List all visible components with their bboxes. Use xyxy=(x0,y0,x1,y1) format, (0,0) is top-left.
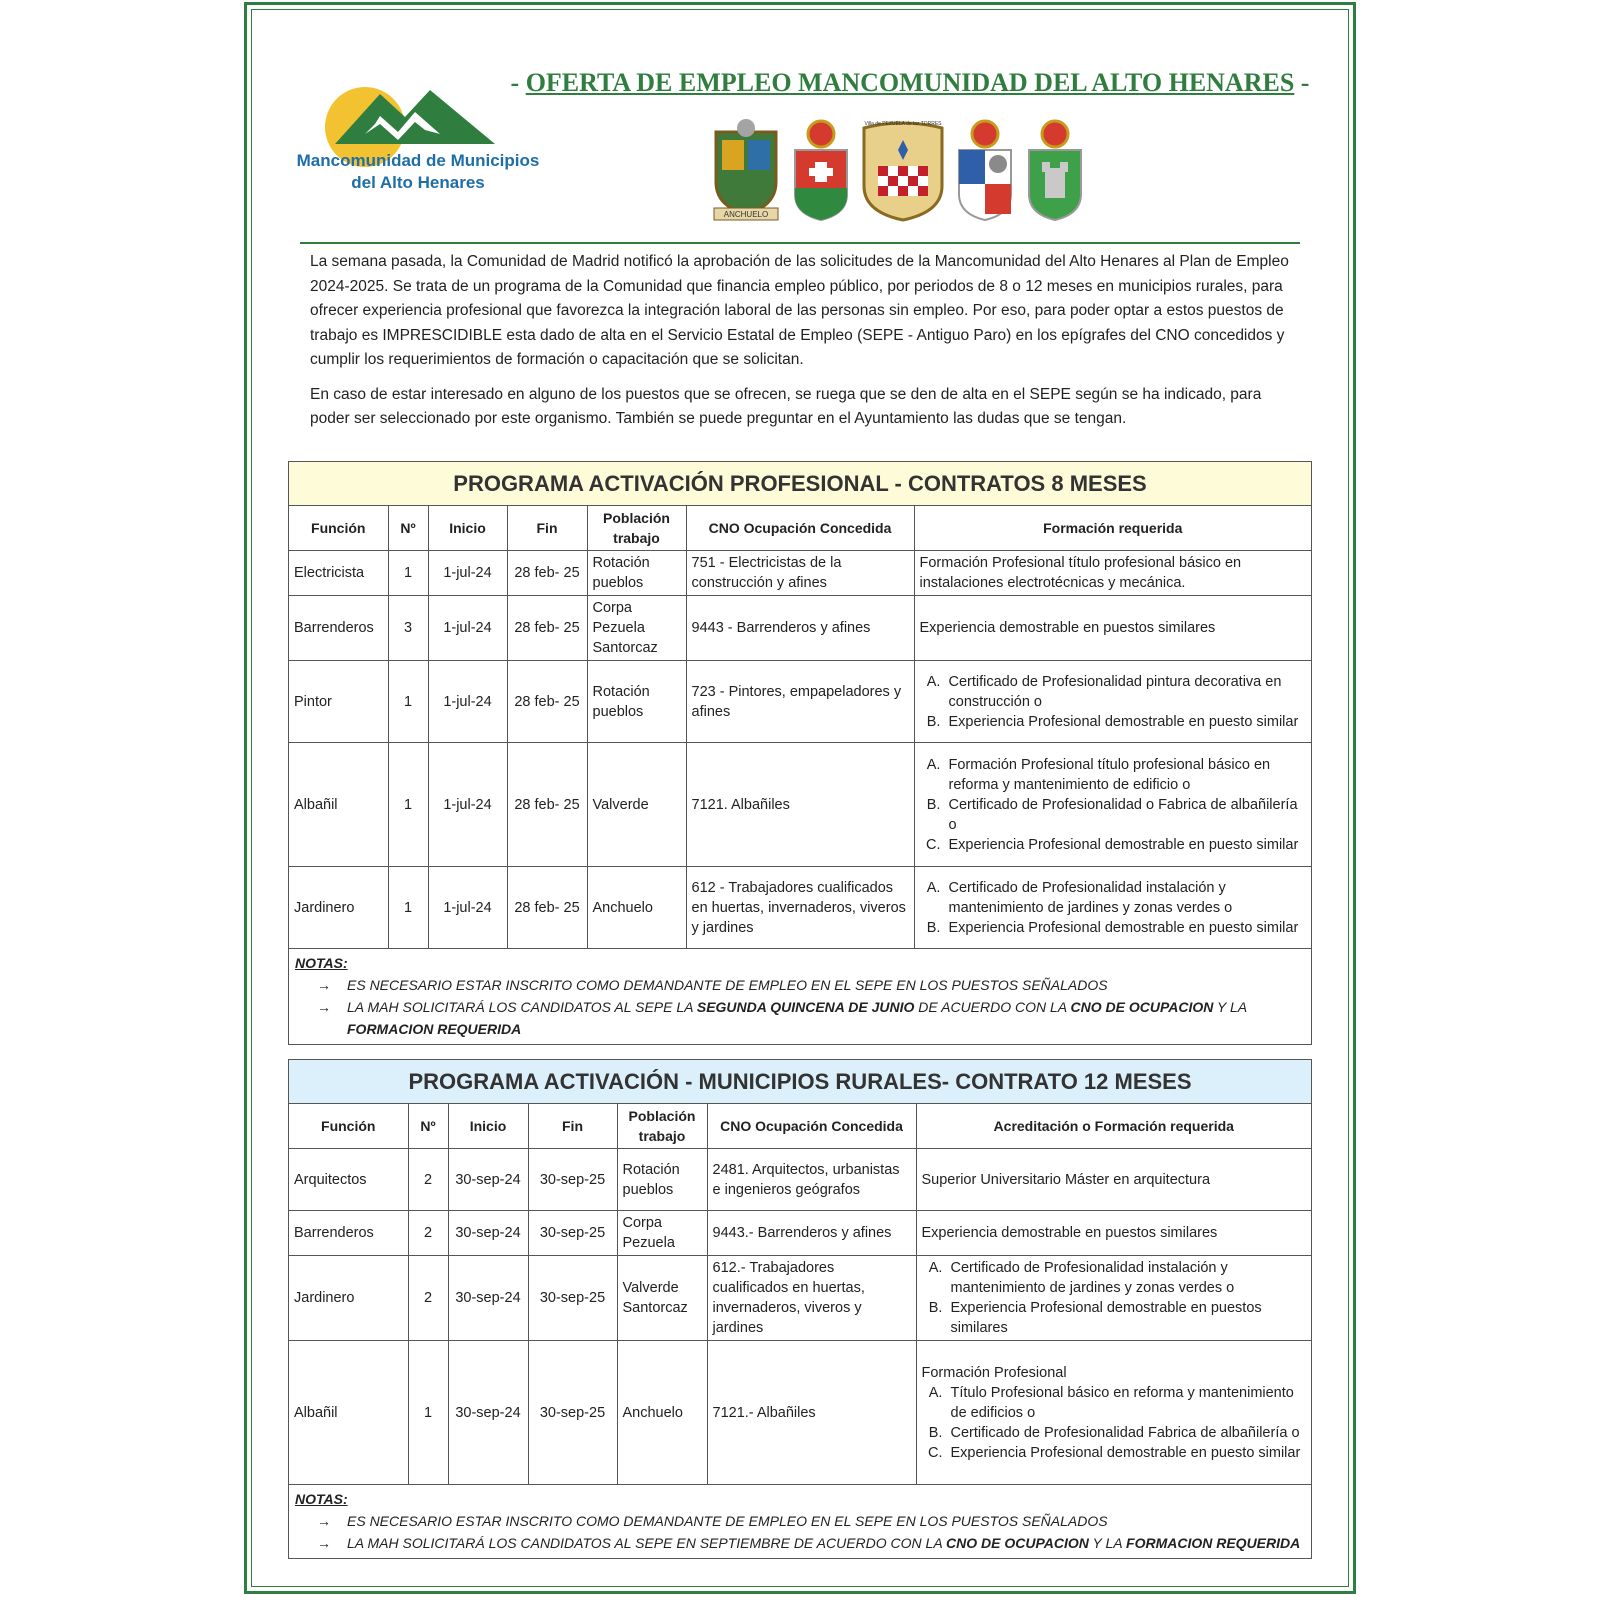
cell-numero: 2 xyxy=(408,1149,448,1211)
cell-formacion xyxy=(916,1256,1311,1341)
page-title xyxy=(500,68,1320,98)
col-cno: CNO Ocupación Concedida xyxy=(686,506,914,551)
cell-poblacion: Rotación pueblos xyxy=(617,1149,707,1211)
list-item: A. Certificado de Profesionalidad pintura decorativa en construcción o xyxy=(945,672,1307,712)
note-line xyxy=(295,974,1305,996)
cell-fin: 30-sep-25 xyxy=(528,1256,617,1341)
cell-inicio: 1-jul-24 xyxy=(428,743,507,867)
table-row xyxy=(289,743,1311,867)
note-emphasis: CNO DE OCUPACION xyxy=(1070,999,1214,1015)
table-row xyxy=(289,551,1311,596)
cell-fin: 28 feb- 25 xyxy=(507,596,587,661)
note-text: ES NECESARIO ESTAR INSCRITO COMO DEMANDANTE DE EMPLEO EN EL SEPE EN LOS PUESTOS SEÑALADOS xyxy=(347,977,1108,993)
cell-numero: 1 xyxy=(388,551,428,596)
program-1-notes xyxy=(289,949,1311,1044)
cell-poblacion: Anchuelo xyxy=(617,1341,707,1485)
intro-paragraph-1: La semana pasada, la Comunidad de Madrid notificó la aprobación de las solicitudes de la Mancomunidad del Alto Henares al Plan de Empleo 2024-2025. Se trata de un programa de la Comunidad que financia empleo público, por periodos de 8 o 12 meses en municipios rurales, para ofrecer experiencia profesional que favorezca la integración laboral de las personas sin empleo. Por eso, para poder optar a estos puestos de trabajo es IMPRESCIDIBLE esta dado de alta en el Servicio Estatal de Empleo (SEPE - Antiguo Paro) en los epígrafes del CNO concedidos y cumplir los requerimientos de formación o capacitación que se solicitan. xyxy=(310,253,1289,368)
cell-inicio: 30-sep-24 xyxy=(448,1341,528,1485)
arrow-icon: → xyxy=(317,1535,331,1551)
program-2-title: PROGRAMA ACTIVACIÓN - MUNICIPIOS RURALES- CONTRATO 12 MESES xyxy=(289,1060,1311,1104)
cell-inicio: 1-jul-24 xyxy=(428,867,507,949)
list-item: A. Certificado de Profesionalidad instalación y mantenimiento de jardines y zonas verdes o xyxy=(947,1258,1307,1298)
cell-formacion: Experiencia demostrable en puestos similares xyxy=(914,596,1311,661)
col-funcion: Función xyxy=(289,506,388,551)
col-cno: CNO Ocupación Concedida xyxy=(707,1104,916,1149)
corpa-shield-icon xyxy=(790,118,852,222)
list-item: B. Certificado de Profesionalidad Fabrica de albañilería o xyxy=(947,1423,1307,1443)
arrow-icon: → xyxy=(317,977,331,993)
list-item: A. Formación Profesional título profesional básico en reforma y mantenimiento de edificio o xyxy=(945,755,1307,795)
note-emphasis: FORMACION REQUERIDA xyxy=(1126,1535,1301,1551)
col-fin: Fin xyxy=(528,1104,617,1149)
cell-cno: 723 - Pintores, empapeladores y afines xyxy=(686,661,914,743)
cell-cno: 751 - Electricistas de la construcción y afines xyxy=(686,551,914,596)
cell-cno: 7121.- Albañiles xyxy=(707,1341,916,1485)
table-row xyxy=(289,596,1311,661)
list-item: A. Título Profesional básico en reforma y mantenimiento de edificios o xyxy=(947,1383,1307,1423)
col-numero: Nº xyxy=(388,506,428,551)
cell-formacion: Superior Universitario Máster en arquitectura xyxy=(916,1149,1311,1211)
list-item: C. Experiencia Profesional demostrable en puesto similar xyxy=(945,835,1307,855)
note-emphasis: CNO DE OCUPACION xyxy=(946,1535,1089,1551)
anchuelo-shield-icon xyxy=(710,118,782,222)
cell-inicio: 1-jul-24 xyxy=(428,596,507,661)
table-row xyxy=(289,1256,1311,1341)
anchuelo-label: ANCHUELO xyxy=(723,210,769,219)
col-poblacion: Población trabajo xyxy=(617,1104,707,1149)
cell-poblacion: Anchuelo xyxy=(587,867,686,949)
cell-inicio: 30-sep-24 xyxy=(448,1149,528,1211)
cell-poblacion: Valverde xyxy=(587,743,686,867)
cell-numero: 2 xyxy=(408,1211,448,1256)
table-header-row xyxy=(289,506,1311,551)
note-text-part: LA MAH SOLICITARÁ LOS CANDIDATOS AL SEPE LA xyxy=(347,999,697,1015)
arrow-icon: → xyxy=(317,1513,331,1529)
pezuela-shield-icon xyxy=(860,118,946,222)
note-line xyxy=(295,1510,1305,1532)
cell-funcion: Jardinero xyxy=(289,867,388,949)
arrow-icon: → xyxy=(317,999,331,1015)
cell-numero: 3 xyxy=(388,596,428,661)
notes-title: NOTAS: xyxy=(295,1491,348,1507)
intro-paragraph-2: En caso de estar interesado en alguno de los puestos que se ofrecen, se ruega que se den de alta en el SEPE según se ha indicado, para poder ser seleccionado por este organismo. También se puede preguntar en el Ayuntamiento las dudas que se tengan. xyxy=(310,385,1262,427)
list-item: B. Experiencia Profesional demostrable en puestos similares xyxy=(947,1298,1307,1338)
program-2-table xyxy=(288,1059,1312,1559)
intro-text xyxy=(310,250,1295,442)
formacion-list xyxy=(922,1258,1307,1338)
list-item: B. Experiencia Profesional demostrable en puesto similar xyxy=(945,918,1307,938)
cell-fin: 30-sep-25 xyxy=(528,1211,617,1256)
cell-numero: 1 xyxy=(388,867,428,949)
list-item: B. Experiencia Profesional demostrable en puesto similar xyxy=(945,712,1307,732)
col-funcion: Función xyxy=(289,1104,408,1149)
table-row xyxy=(289,661,1311,743)
cell-funcion: Albañil xyxy=(289,1341,408,1485)
cell-funcion: Pintor xyxy=(289,661,388,743)
formacion-list xyxy=(920,755,1307,855)
cell-poblacion: Corpa Pezuela Santorcaz xyxy=(587,596,686,661)
cell-inicio: 30-sep-24 xyxy=(448,1256,528,1341)
cell-formacion xyxy=(914,867,1311,949)
logo-line1: Mancomunidad de Municipios xyxy=(296,151,540,170)
cell-funcion: Albañil xyxy=(289,743,388,867)
table-row xyxy=(289,867,1311,949)
program-1-title: PROGRAMA ACTIVACIÓN PROFESIONAL - CONTRATOS 8 MESES xyxy=(289,462,1311,506)
cell-fin: 28 feb- 25 xyxy=(507,867,587,949)
cell-funcion: Barrenderos xyxy=(289,596,388,661)
program-2-grid xyxy=(289,1104,1311,1485)
cell-fin: 28 feb- 25 xyxy=(507,661,587,743)
col-fin: Fin xyxy=(507,506,587,551)
cell-cno: 2481. Arquitectos, urbanistas e ingenieros geógrafos xyxy=(707,1149,916,1211)
list-item: B. Certificado de Profesionalidad o Fabrica de albañilería o xyxy=(945,795,1307,835)
cell-poblacion: Rotación pueblos xyxy=(587,551,686,596)
formacion-heading: Formación Profesional xyxy=(921,1364,1067,1381)
col-poblacion: Población trabajo xyxy=(587,506,686,551)
cell-numero: 1 xyxy=(408,1341,448,1485)
cell-cno: 612 - Trabajadores cualificados en huertas, invernaderos, viveros y jardines xyxy=(686,867,914,949)
cell-cno: 612.- Trabajadores cualificados en huertas, invernaderos, viveros y jardines xyxy=(707,1256,916,1341)
note-text: ES NECESARIO ESTAR INSCRITO COMO DEMANDANTE DE EMPLEO EN EL SEPE EN LOS PUESTOS SEÑALADOS xyxy=(347,1513,1108,1529)
col-formacion: Formación requerida xyxy=(914,506,1311,551)
title-suffix: - xyxy=(1294,68,1310,97)
cell-poblacion: Rotación pueblos xyxy=(587,661,686,743)
note-line xyxy=(295,996,1305,1040)
header-divider xyxy=(300,242,1300,244)
note-text-part: Y LA xyxy=(1213,999,1247,1015)
cell-numero: 1 xyxy=(388,743,428,867)
cell-fin: 30-sep-25 xyxy=(528,1341,617,1485)
cell-fin: 28 feb- 25 xyxy=(507,743,587,867)
valverde-shield-icon xyxy=(1024,118,1086,222)
formacion-list xyxy=(920,672,1307,732)
title-prefix: - xyxy=(510,68,526,97)
cell-poblacion: Valverde Santorcaz xyxy=(617,1256,707,1341)
cell-poblacion: Corpa Pezuela xyxy=(617,1211,707,1256)
list-item: A. Certificado de Profesionalidad instalación y mantenimiento de jardines y zonas verdes o xyxy=(945,878,1307,918)
cell-inicio: 1-jul-24 xyxy=(428,661,507,743)
cell-funcion: Jardinero xyxy=(289,1256,408,1341)
table-row xyxy=(289,1149,1311,1211)
cell-formacion xyxy=(914,743,1311,867)
note-text-part: LA MAH SOLICITARÁ LOS CANDIDATOS AL SEPE EN SEPTIEMBRE DE ACUERDO CON LA xyxy=(347,1535,947,1551)
program-1-grid xyxy=(289,506,1311,949)
cell-cno: 9443 - Barrenderos y afines xyxy=(686,596,914,661)
table-row xyxy=(289,1341,1311,1485)
municipal-shields xyxy=(710,118,1100,228)
santorcaz-shield-icon xyxy=(954,118,1016,222)
cell-formacion: Experiencia demostrable en puestos similares xyxy=(916,1211,1311,1256)
note-emphasis: SEGUNDA QUINCENA DE JUNIO xyxy=(696,999,915,1015)
note-text xyxy=(319,996,1305,1040)
cell-cno: 7121. Albañiles xyxy=(686,743,914,867)
logo-line2: del Alto Henares xyxy=(351,173,485,192)
note-text xyxy=(319,1532,1305,1554)
cell-funcion: Barrenderos xyxy=(289,1211,408,1256)
col-inicio: Inicio xyxy=(448,1104,528,1149)
note-line xyxy=(295,1532,1305,1554)
cell-funcion: Arquitectos xyxy=(289,1149,408,1211)
table-row xyxy=(289,1211,1311,1256)
col-formacion: Acreditación o Formación requerida xyxy=(916,1104,1311,1149)
cell-fin: 30-sep-25 xyxy=(528,1149,617,1211)
cell-inicio: 1-jul-24 xyxy=(428,551,507,596)
note-text-part: DE ACUERDO CON LA xyxy=(914,999,1071,1015)
formacion-list xyxy=(922,1383,1307,1463)
cell-numero: 2 xyxy=(408,1256,448,1341)
cell-inicio: 30-sep-24 xyxy=(448,1211,528,1256)
title-text: OFERTA DE EMPLEO MANCOMUNIDAD DEL ALTO HENARES xyxy=(525,68,1295,97)
cell-funcion: Electricista xyxy=(289,551,388,596)
cell-cno: 9443.- Barrenderos y afines xyxy=(707,1211,916,1256)
list-item: C. Experiencia Profesional demostrable en puesto similar xyxy=(947,1443,1307,1463)
cell-formacion xyxy=(914,661,1311,743)
program-2-notes xyxy=(289,1485,1311,1558)
col-numero: Nº xyxy=(408,1104,448,1149)
formacion-list xyxy=(920,878,1307,938)
cell-fin: 28 feb- 25 xyxy=(507,551,587,596)
cell-numero: 1 xyxy=(388,661,428,743)
table-header-row xyxy=(289,1104,1311,1149)
col-inicio: Inicio xyxy=(428,506,507,551)
note-emphasis: FORMACION REQUERIDA xyxy=(347,1021,522,1037)
program-1-table xyxy=(288,461,1312,1045)
logo-text xyxy=(280,150,556,194)
cell-formacion: Formación Profesional título profesional básico en instalaciones electrotécnicas y mecánica. xyxy=(914,551,1311,596)
notes-title: NOTAS: xyxy=(295,955,348,971)
pezuela-label: Villa de PEZUELA de las TORRES xyxy=(864,121,942,127)
cell-formacion xyxy=(916,1341,1311,1485)
note-text-part: Y LA xyxy=(1088,1535,1127,1551)
